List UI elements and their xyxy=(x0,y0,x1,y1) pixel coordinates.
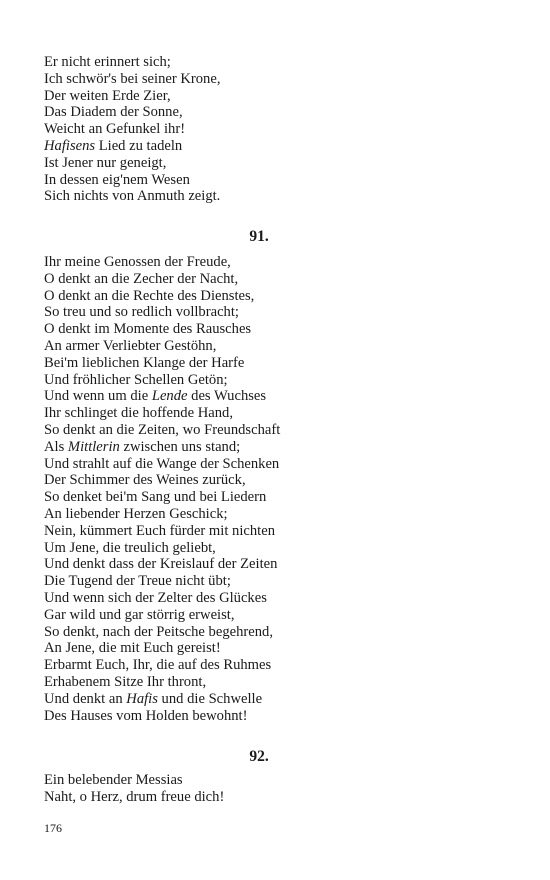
verse-line xyxy=(44,540,504,557)
verse-text: Naht, o Herz, drum freue dich! xyxy=(44,788,225,805)
verse-line xyxy=(44,489,504,506)
verse-line xyxy=(44,172,504,189)
verse-text: Ist Jener nur geneigt, xyxy=(44,154,167,171)
verse-emphasis: Mittlerin xyxy=(67,438,120,455)
verse-text: O denkt im Momente des Rausches xyxy=(44,321,252,338)
verse-text: und die Schwelle xyxy=(157,690,263,707)
verse-text: Und strahlt auf die Wange der Schenken xyxy=(44,455,280,472)
verse-line xyxy=(44,691,504,708)
verse-emphasis: Hafisens xyxy=(44,137,96,154)
poem-90-continuation xyxy=(44,54,504,205)
verse-line xyxy=(44,188,504,205)
verse-text: Und fröhlicher Schellen Getön; xyxy=(44,371,228,388)
verse-text: zwischen uns stand; xyxy=(119,438,241,455)
verse-line xyxy=(44,321,504,338)
verse-line xyxy=(44,54,504,71)
verse-line xyxy=(44,271,504,288)
verse-text: In dessen eig'nem Wesen xyxy=(44,171,190,188)
verse-text: Und wenn sich der Zelter des Glückes xyxy=(44,589,267,606)
verse-line xyxy=(44,338,504,355)
verse-line xyxy=(44,640,504,657)
verse-line xyxy=(44,71,504,88)
verse-text: Er nicht erinnert sich; xyxy=(44,54,171,70)
poem-91-text xyxy=(44,254,504,724)
verse-line xyxy=(44,674,504,691)
verse-line xyxy=(44,372,504,389)
verse-line xyxy=(44,556,504,573)
verse-emphasis: Lende xyxy=(151,388,188,405)
verse-emphasis: Hafis xyxy=(126,690,158,707)
poem-91-number: 91. xyxy=(249,228,269,245)
verse-text: Das Diadem der Sonne, xyxy=(44,104,183,121)
verse-text: An liebender Herzen Geschick; xyxy=(44,505,228,522)
verse-text: Nein, kümmert Euch fürder mit nichten xyxy=(44,522,275,539)
verse-text: So denkt, nach der Peitsche begehrend, xyxy=(44,623,273,640)
verse-text: Und denkt dass der Kreislauf der Zeiten xyxy=(44,556,278,573)
verse-line xyxy=(44,355,504,372)
verse-line xyxy=(44,472,504,489)
verse-text: Bei'm lieblichen Klange der Harfe xyxy=(44,354,245,371)
verse-text: Erbarmt Euch, Ihr, die auf des Ruhmes xyxy=(44,657,272,674)
verse-line xyxy=(44,254,504,271)
verse-line xyxy=(44,405,504,422)
verse-line xyxy=(44,590,504,607)
verse-text: So denkt an die Zeiten, wo Freundschaft xyxy=(44,421,281,438)
verse-line xyxy=(44,388,504,405)
poem-92-number: 92. xyxy=(249,748,269,765)
verse-text: Und denkt an xyxy=(44,690,127,707)
verse-text: Um Jene, die treulich geliebt, xyxy=(44,539,216,556)
verse-text: Der Schimmer des Weines zurück, xyxy=(44,472,246,489)
verse-text: Der weiten Erde Zier, xyxy=(44,87,171,104)
verse-line xyxy=(44,523,504,540)
verse-line xyxy=(44,138,504,155)
verse-line xyxy=(44,104,504,121)
verse-line xyxy=(44,772,504,789)
verse-text: Als xyxy=(44,438,68,455)
verse-text: Weicht an Gefunkel ihr! xyxy=(44,121,186,138)
verse-text: Ein belebender Messias xyxy=(44,772,183,788)
verse-text: Die Tugend der Treue nicht übt; xyxy=(44,573,231,590)
verse-text: Und wenn um die xyxy=(44,388,152,405)
verse-line xyxy=(44,624,504,641)
verse-line xyxy=(44,422,504,439)
verse-line xyxy=(44,155,504,172)
verse-text: Sich nichts von Anmuth zeigt. xyxy=(44,188,221,205)
verse-line xyxy=(44,789,504,806)
verse-text: So denket bei'm Sang und bei Liedern xyxy=(44,489,267,506)
page-number: 176 xyxy=(44,821,62,835)
verse-text: Erhabenem Sitze Ihr thront, xyxy=(44,673,207,690)
verse-text: Ihr schlinget die hoffende Hand, xyxy=(44,405,233,422)
verse-line xyxy=(44,439,504,456)
verse-text: O denkt an die Zecher der Nacht, xyxy=(44,270,239,287)
verse-text: Ich schwör's bei seiner Krone, xyxy=(44,70,221,87)
verse-line xyxy=(44,88,504,105)
verse-line xyxy=(44,506,504,523)
verse-line xyxy=(44,304,504,321)
verse-text: des Wuchses xyxy=(187,388,267,405)
verse-text: So treu und so redlich vollbracht; xyxy=(44,304,239,321)
verse-text: Ihr meine Genossen der Freude, xyxy=(44,254,231,270)
verse-text: Des Hauses vom Holden bewohnt! xyxy=(44,707,248,724)
verse-text: An Jene, die mit Euch gereist! xyxy=(44,640,221,657)
verse-line xyxy=(44,708,504,725)
verse-line xyxy=(44,288,504,305)
verse-text: Gar wild und gar störrig erweist, xyxy=(44,606,235,623)
verse-line xyxy=(44,657,504,674)
verse-line xyxy=(44,121,504,138)
verse-line xyxy=(44,456,504,473)
verse-line xyxy=(44,607,504,624)
verse-text: Lied zu tadeln xyxy=(95,137,183,154)
poem-92-text xyxy=(44,772,504,806)
verse-line xyxy=(44,573,504,590)
verse-text: O denkt an die Rechte des Dienstes, xyxy=(44,287,255,304)
verse-text: An armer Verliebter Gestöhn, xyxy=(44,337,217,354)
